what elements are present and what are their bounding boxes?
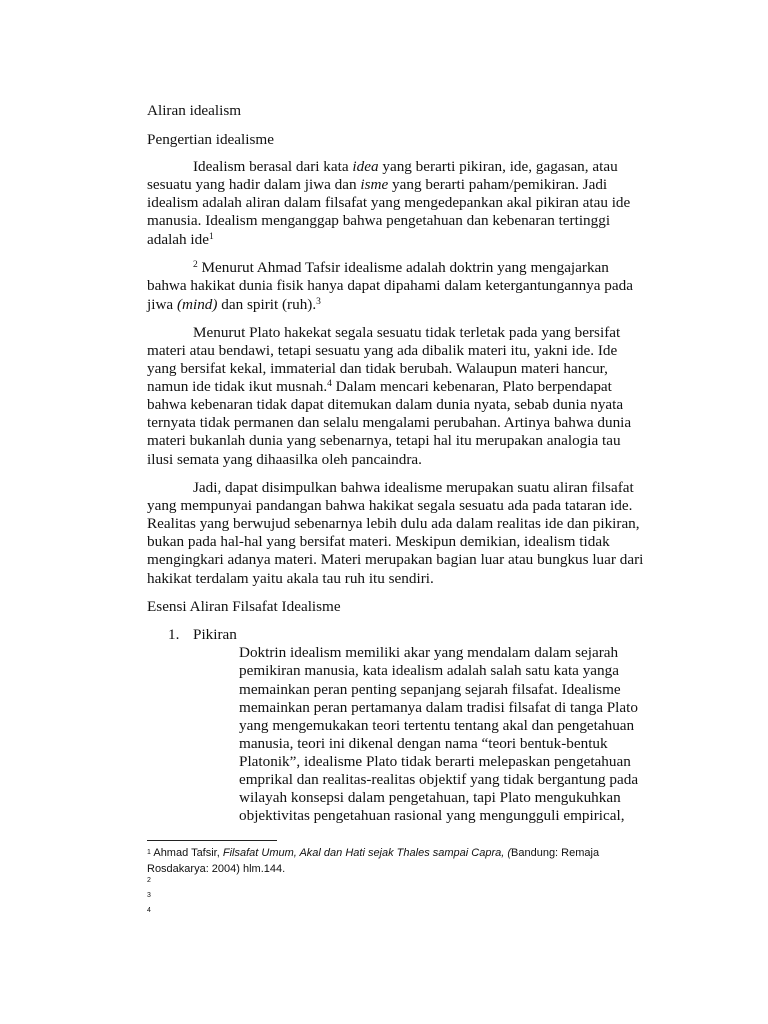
list-number: 1. xyxy=(168,626,180,643)
heading-aliran-idealism: Aliran idealism xyxy=(147,102,242,119)
list-body-line: Doktrin idealism memiliki akar yang mendalam dalam sejarah xyxy=(239,644,619,661)
footnote-ref-4: 4 xyxy=(327,379,332,389)
list-body-line: wilayah konsepsi dalam pengetahuan, tapi Plato mengukuhkan xyxy=(239,789,621,806)
paragraph-line: hakikat terdalam yaitu akala tau ruh itu sendiri. xyxy=(147,570,434,587)
paragraph-line: namun ide tidak ikut musnah.$^4$ Dalam mencari kebenaran, Plato berpendapat xyxy=(147,378,612,395)
footnote-1-cont: Rosdakarya: 2004) hlm.144. xyxy=(147,863,286,875)
list-body-line: pemikiran manusia, kata idealism adalah salah satu kata yanga xyxy=(239,662,619,679)
footnote-4: 4 xyxy=(147,907,151,914)
paragraph-line: materi bukanlah dunia yang sebenarnya, tetapi hal itu merupakan analogia tau xyxy=(147,432,621,449)
footnote-separator xyxy=(147,840,277,841)
footnote-ref-2: 2 xyxy=(193,260,198,270)
paragraph-line: bahwa kebenaran tidak dapat ditemukan dalam dunia nyata, sebab dunia nyata xyxy=(147,396,624,413)
paragraph-line: yang mempunyai pandangan bahwa hakikat segala sesuatu ada pada tataran ide. xyxy=(147,497,633,514)
paragraph-line: adalah ide$^1$ xyxy=(147,231,214,248)
list-body-line: memainkan peran penting sepanjang sejarah filsafat. Idealisme xyxy=(239,681,621,698)
paragraph-line: bukan pada hal-hal yang bersifat materi. Meskipun demikian, idealism tidak xyxy=(147,533,610,550)
paragraph-line: manusia. Idealism menganggap bahwa pengetahuan dan kebenaran tertinggi xyxy=(147,212,611,229)
paragraph-line: yang bersifat kekal, immaterial dan tidak berubah. Walaupun materi hancur, xyxy=(147,360,608,377)
heading-esensi: Esensi Aliran Filsafat Idealisme xyxy=(147,598,341,615)
paragraph-line: Menurut Plato hakekat segala sesuatu tidak terletak pada yang bersifat xyxy=(193,324,621,341)
list-body-line: memainkan peran pertamanya dalam tradisi filsafat di tanga Plato xyxy=(239,699,638,716)
footnote-3: 3 xyxy=(147,892,151,899)
paragraph-line: ternyata tidak permanen dan selalu mengalami perubahan. Artinya bahwa dunia xyxy=(147,414,632,431)
paragraph-line: Jadi, dapat disimpulkan bahwa idealisme merupakan suatu aliran filsafat xyxy=(193,479,634,496)
list-body-line: yang mengemukakan teori tertentu tentang akal dan pengetahuan xyxy=(239,717,635,734)
paragraph-line: mengingkari adanya materi. Materi merupakan bagian luar atau bungkus luar dari xyxy=(147,551,644,568)
paragraph-line: Realitas yang berwujud sebenarnya lebih dulu ada dalam realitas ide dan pikiran, xyxy=(147,515,640,532)
heading-pengertian-idealisme: Pengertian idealisme xyxy=(147,131,274,148)
footnote-ref-1: 1 xyxy=(208,232,214,242)
list-body-line: emprikal dan realitas-realitas objektif yang tidak bergantung pada xyxy=(239,771,639,788)
list-body-line: objektivitas pengetahuan rasional yang mengungguli empirical, xyxy=(239,807,625,824)
paragraph-line: ilusi semata yang dihaasilka oleh pancaindra. xyxy=(147,451,422,468)
paragraph-line: Idealism berasal dari kata idea yang berarti pikiran, ide, gagasan, atau xyxy=(193,158,618,175)
footnote-2: 2 xyxy=(147,877,151,884)
list-item-title: Pikiran xyxy=(193,626,237,643)
footnote-1: $^1$ Ahmad Tafsir, Filsafat Umum, Akal dan Hati sejak Thales sampai Capra, (Bandung: Remaja xyxy=(147,847,600,859)
paragraph-line: bahwa hakikat dunia fisik hanya dapat dipahami dalam ketergantungannya pada xyxy=(147,277,633,294)
paragraph-line: sesuatu yang hadir dalam jiwa dan isme yang berarti paham/pemikiran. Jadi xyxy=(147,176,608,193)
list-body-line: manusia, teori ini dikenal dengan nama “teori bentuk-bentuk xyxy=(239,735,608,752)
footnote-ref-3: 3 xyxy=(316,297,321,307)
paragraph-line: jiwa (mind) dan spirit (ruh).$^3$ xyxy=(147,296,321,313)
paragraph-line: materi atau bendawi, tetapi sesuatu yang ada dibalik materi itu, yakni ide. Ide xyxy=(147,342,618,359)
list-body-line: Platonik”, idealisme Plato tidak berarti melepaskan pengetahuan xyxy=(239,753,631,770)
paragraph-line: idealism adalah aliran dalam filsafat yang mengedepankan akal pikiran atau ide xyxy=(147,194,631,211)
paragraph-line: $^2$ Menurut Ahmad Tafsir idealisme adalah doktrin yang mengajarkan xyxy=(193,259,609,276)
